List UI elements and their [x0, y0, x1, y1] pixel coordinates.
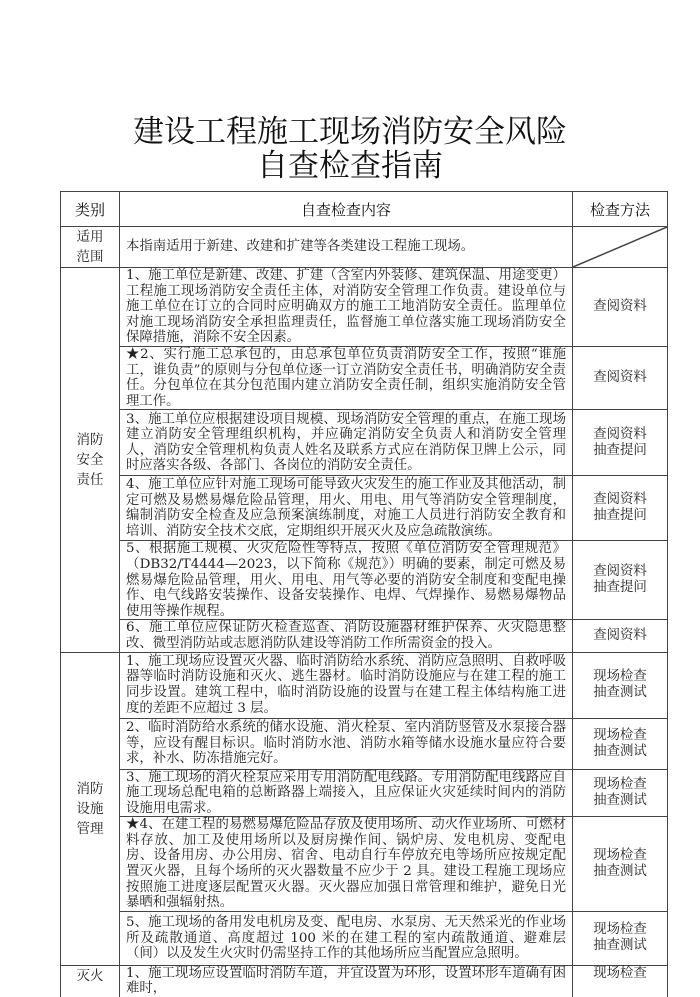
check-content: ★4、在建工程的易燃易爆危险品存放及使用场所、动火作业场所、可燃材料存放、加工及使用场所以及厨房操作间、锅炉房、发电机房、变配电房、设备用房、办公用房、宿舍、电动自行车停放充电等场所应按规定配置灭火器，且每个场所的灭火器数量不应少于 2 具。建设工程施工现场应按照施工进度逐层配置灭火器。灭火器应加强日常管理和维护，避免日光暴晒和强辐射热。 — [120, 817, 573, 912]
table-row — [61, 911, 668, 965]
check-content: 5、根据施工规模、火灾危险性等特点，按照《单位消防安全管理规范》（DB32/T4444—2023，以下简称《规范》）明确的要素，制定可燃及易燃易爆危险品管理，用火、用电、用气等必要的消防安全制度和变配电操作、电气线路安装操作、设备安装操作、电焊、气焊操作、易燃易爆物品使用等操作规程。 — [120, 541, 573, 620]
table-row — [61, 268, 668, 347]
table-row — [61, 965, 668, 997]
table-row — [61, 346, 668, 409]
table-row — [61, 541, 668, 620]
scope-method-empty — [573, 227, 668, 268]
section-category: 消防 安全 责任 — [61, 268, 120, 653]
scope-category: 适用 范围 — [61, 227, 120, 268]
scope-row — [61, 227, 668, 268]
table-row — [61, 410, 668, 476]
check-method: 查阅资料 — [573, 620, 668, 652]
check-method: 查阅资料 抽查提问 — [573, 410, 668, 476]
check-content: 3、施工单位应根据建设项目规模、现场消防安全管理的重点，在施工现场建立消防安全管理组织机构，并应确定消防安全负责人和消防安全管理人，消防安全管理机构负责人姓名及联系方式应在消防保卫牌上公示，同时应落实各级、各部门、各岗位的消防安全责任。 — [120, 410, 573, 476]
document-title-line1: 建设工程施工现场消防安全风险 — [133, 114, 567, 150]
check-method: 查阅资料 抽查提问 — [573, 476, 668, 541]
scope-content: 本指南适用于新建、改建和扩建等各类建设工程施工现场。 — [120, 227, 573, 268]
check-content: 2、临时消防给水系统的储水设施、消火栓泵、室内消防竖管及水泵接合器等，应设有醒目标识。临时消防水池、消防水箱等储水设施水量应符合要求，补水、防冻措施完好。 — [120, 718, 573, 769]
section-category: 灭火 — [61, 965, 120, 997]
check-content: 5、施工现场的备用发电机房及变、配电房、水泵房、无天然采光的作业场所及疏散通道、高度超过 100 米的在建工程的室内疏散通道、避难层（间）以及发生火灾时仍需坚持工作的其他场所应当配置应急照明。 — [120, 911, 573, 965]
check-method: 现场检查 抽查测试 — [573, 817, 668, 912]
table-row — [61, 718, 668, 769]
header-method: 检查方法 — [573, 192, 668, 227]
check-method: 查阅资料 抽查提问 — [573, 541, 668, 620]
checklist-table — [60, 191, 668, 997]
check-content: ★2、实行施工总承包的，由总承包单位负责消防安全工作，按照“谁施工，谁负责”的原则与分包单位逐一订立消防安全责任书，明确消防安全责任。分包单位在其分包范围内建立消防安全责任制，组织实施消防安全管理工作。 — [120, 346, 573, 409]
check-method: 现场检查 抽查测试 — [573, 911, 668, 965]
table-row — [61, 769, 668, 817]
diagonal-slash — [573, 227, 667, 267]
check-content: 6、施工单位应保证防火检查巡查、消防设施器材维护保养、火灾隐患整改、微型消防站或志愿消防队建设等消防工作所需资金的投入。 — [120, 620, 573, 652]
check-content: 3、施工现场的消火栓泵应采用专用消防配电线路。专用消防配电线路应自施工现场总配电箱的总断路器上端接入，且应保证火灾延续时间内的消防设施用电需求。 — [120, 769, 573, 817]
check-content: 4、施工单位应针对施工现场可能导致火灾发生的施工作业及其他活动，制定可燃及易燃易爆危险品管理，用火、用电、用气等消防安全管理制度，编制消防安全检查及应急预案演练制度，对施工人员进行消防安全教育和培训、消防安全技术交底，定期组织开展灭火及应急疏散演练。 — [120, 476, 573, 541]
check-content: 1、施工现场应设置灭火器、临时消防给水系统、消防应急照明、自救呼吸器等临时消防设施和灭火、逃生器材。临时消防设施应与在建工程的施工同步设置。建筑工程中，临时消防设施的设置与在建工程主体结构施工进度的差距不应超过 3 层。 — [120, 652, 573, 718]
table-row — [61, 476, 668, 541]
table-row — [61, 817, 668, 912]
section-category: 消防 设施 管理 — [61, 652, 120, 965]
check-content: 1、施工单位是新建、改建、扩建（含室内外装修、建筑保温、用途变更）工程施工现场消防安全责任主体，对消防安全管理工作负责。建设单位与施工单位在订立的合同时应明确双方的施工工地消防安全责任。监理单位对施工现场消防安全承担监理责任，监督施工单位落实施工现场消防安全保障措施，消除不安全因素。 — [120, 268, 573, 347]
document-title-line2: 自查检查指南 — [257, 148, 443, 184]
check-method: 现场检查 抽查测试 — [573, 769, 668, 817]
check-method: 现场检查 — [573, 965, 668, 997]
check-method: 查阅资料 — [573, 346, 668, 409]
header-category: 类别 — [61, 192, 120, 227]
table-row — [61, 652, 668, 718]
table-row — [61, 620, 668, 652]
check-content: 1、施工现场应设置临时消防车道，并宜设置为环形，设置环形车道确有困难时， — [120, 965, 573, 997]
check-method: 查阅资料 — [573, 268, 668, 347]
header-row — [61, 192, 668, 227]
check-method: 现场检查 抽查测试 — [573, 718, 668, 769]
check-method: 现场检查 抽查测试 — [573, 652, 668, 718]
header-content: 自查检查内容 — [120, 192, 573, 227]
